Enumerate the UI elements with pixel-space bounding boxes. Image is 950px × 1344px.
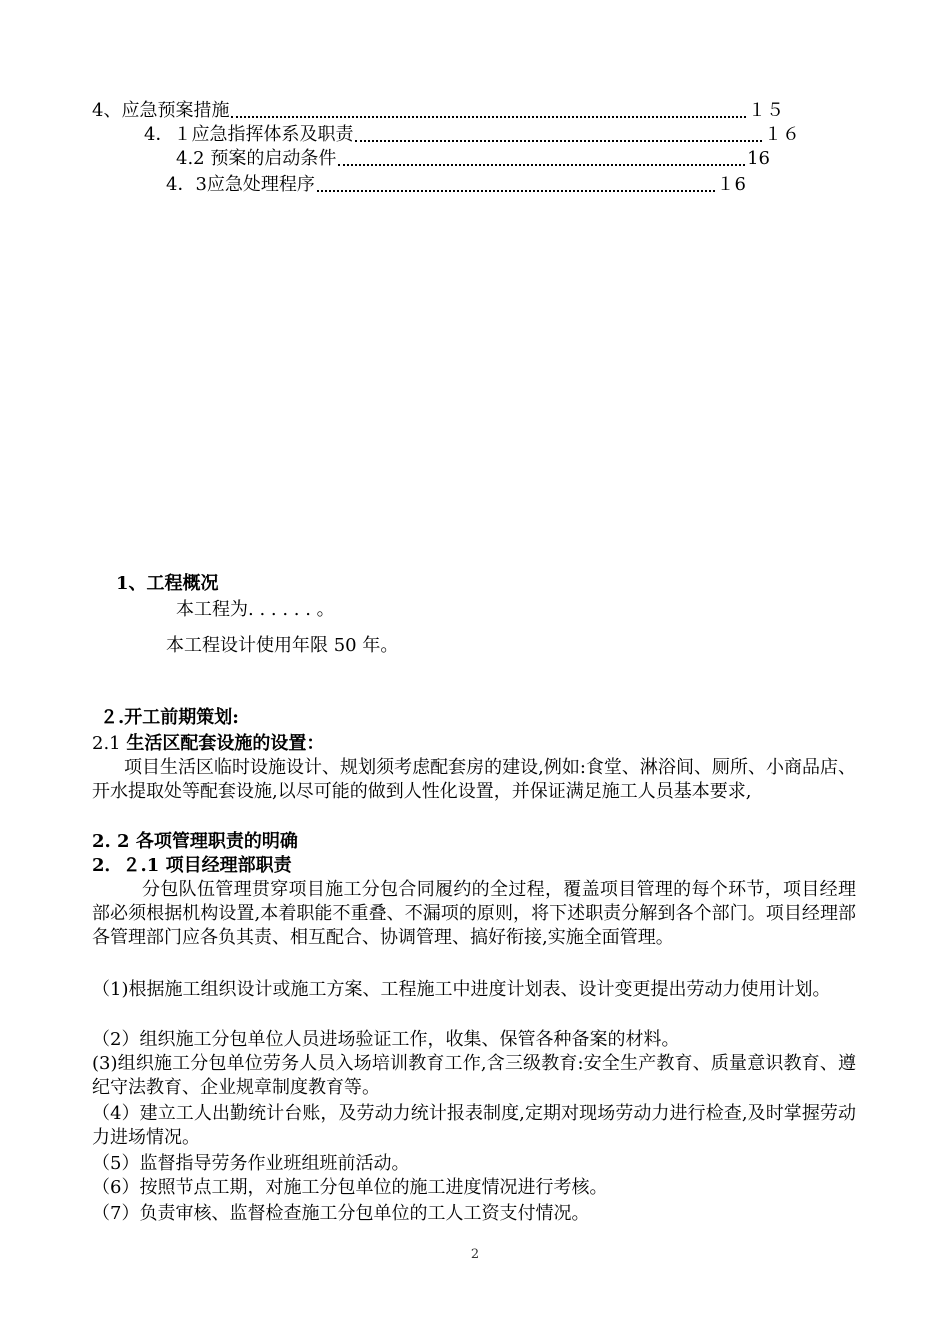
toc-leader xyxy=(355,139,762,142)
body-paragraph: 项目生活区临时设施设计、规划须考虑配套房的建设,例如:食堂、淋浴间、厕所、小商品店、开水提取处等配套设施,以尽可能的做到人性化设置，并保证满足施工人员基本要求, xyxy=(92,757,856,802)
section-heading: 1、工程概况 xyxy=(116,573,219,594)
list-item: （1)根据施工组织设计或施工方案、工程施工中进度计划表、设计变更提出劳动力使用计划。 xyxy=(92,979,831,1000)
list-item: （6）按照节点工期，对施工分包单位的施工进度情况进行考核。 xyxy=(92,1177,608,1198)
toc-entry-page: １５ xyxy=(748,100,784,121)
toc-entry-page: １6 xyxy=(716,174,746,195)
subsection-title: 生活区配套设施的设置： xyxy=(126,733,325,754)
subsection-heading: 2．２.1 项目经理部职责 xyxy=(92,855,292,876)
subsection-heading: 2. 2 各项管理职责的明确 xyxy=(92,831,298,852)
toc-leader xyxy=(338,163,745,166)
toc-entry-label: 4．3应急处理程序 xyxy=(166,174,315,195)
toc-entry xyxy=(92,98,784,122)
list-item: （5）监督指导劳务作业班组班前活动。 xyxy=(92,1153,410,1174)
subsection-heading xyxy=(92,732,324,756)
list-item: (3)组织施工分包单位劳务人员入场培训教育工作,含三级教育:安全生产教育、质量意识教育、遵纪守法教育、企业规章制度教育等。 xyxy=(92,1053,856,1098)
toc-entry-label: 4.2 预案的启动条件 xyxy=(176,148,337,169)
toc-leader xyxy=(317,189,715,192)
toc-entry-label: 4、应急预案措施 xyxy=(92,100,230,121)
toc-entry-label: 4．１应急指挥体系及职责 xyxy=(144,124,354,145)
toc-entry-page: 16 xyxy=(747,148,770,169)
body-text: 本工程为. . . . . . 。 xyxy=(176,599,335,620)
subsection-number: 2.1 xyxy=(92,733,127,754)
toc-entry-page: １６ xyxy=(764,124,800,145)
body-text: 本工程设计使用年限 50 年。 xyxy=(166,635,399,656)
toc-entry xyxy=(176,146,770,170)
toc-leader xyxy=(231,115,746,118)
list-item: （4）建立工人出勤统计台账，及劳动力统计报表制度,定期对现场劳动力进行检查,及时掌握劳动力进场情况。 xyxy=(92,1103,856,1148)
section-heading: ２.开工前期策划: xyxy=(100,707,239,728)
page-number: 2 xyxy=(470,1247,480,1262)
list-item: （7）负责审核、监督检查施工分包单位的工人工资支付情况。 xyxy=(92,1203,590,1224)
body-paragraph: 分包队伍管理贯穿项目施工分包合同履约的全过程，覆盖项目管理的每个环节，项目经理部必须根据机构设置,本着职能不重叠、不漏项的原则，将下述职责分解到各个部门。项目经理部各管理部门应各负其责、相互配合、协调管理、搞好衔接,实施全面管理。 xyxy=(92,879,856,948)
toc-entry xyxy=(144,122,800,146)
list-item: （2）组织施工分包单位人员进场验证工作，收集、保管各种备案的材料。 xyxy=(92,1029,680,1050)
toc-entry xyxy=(166,172,746,196)
